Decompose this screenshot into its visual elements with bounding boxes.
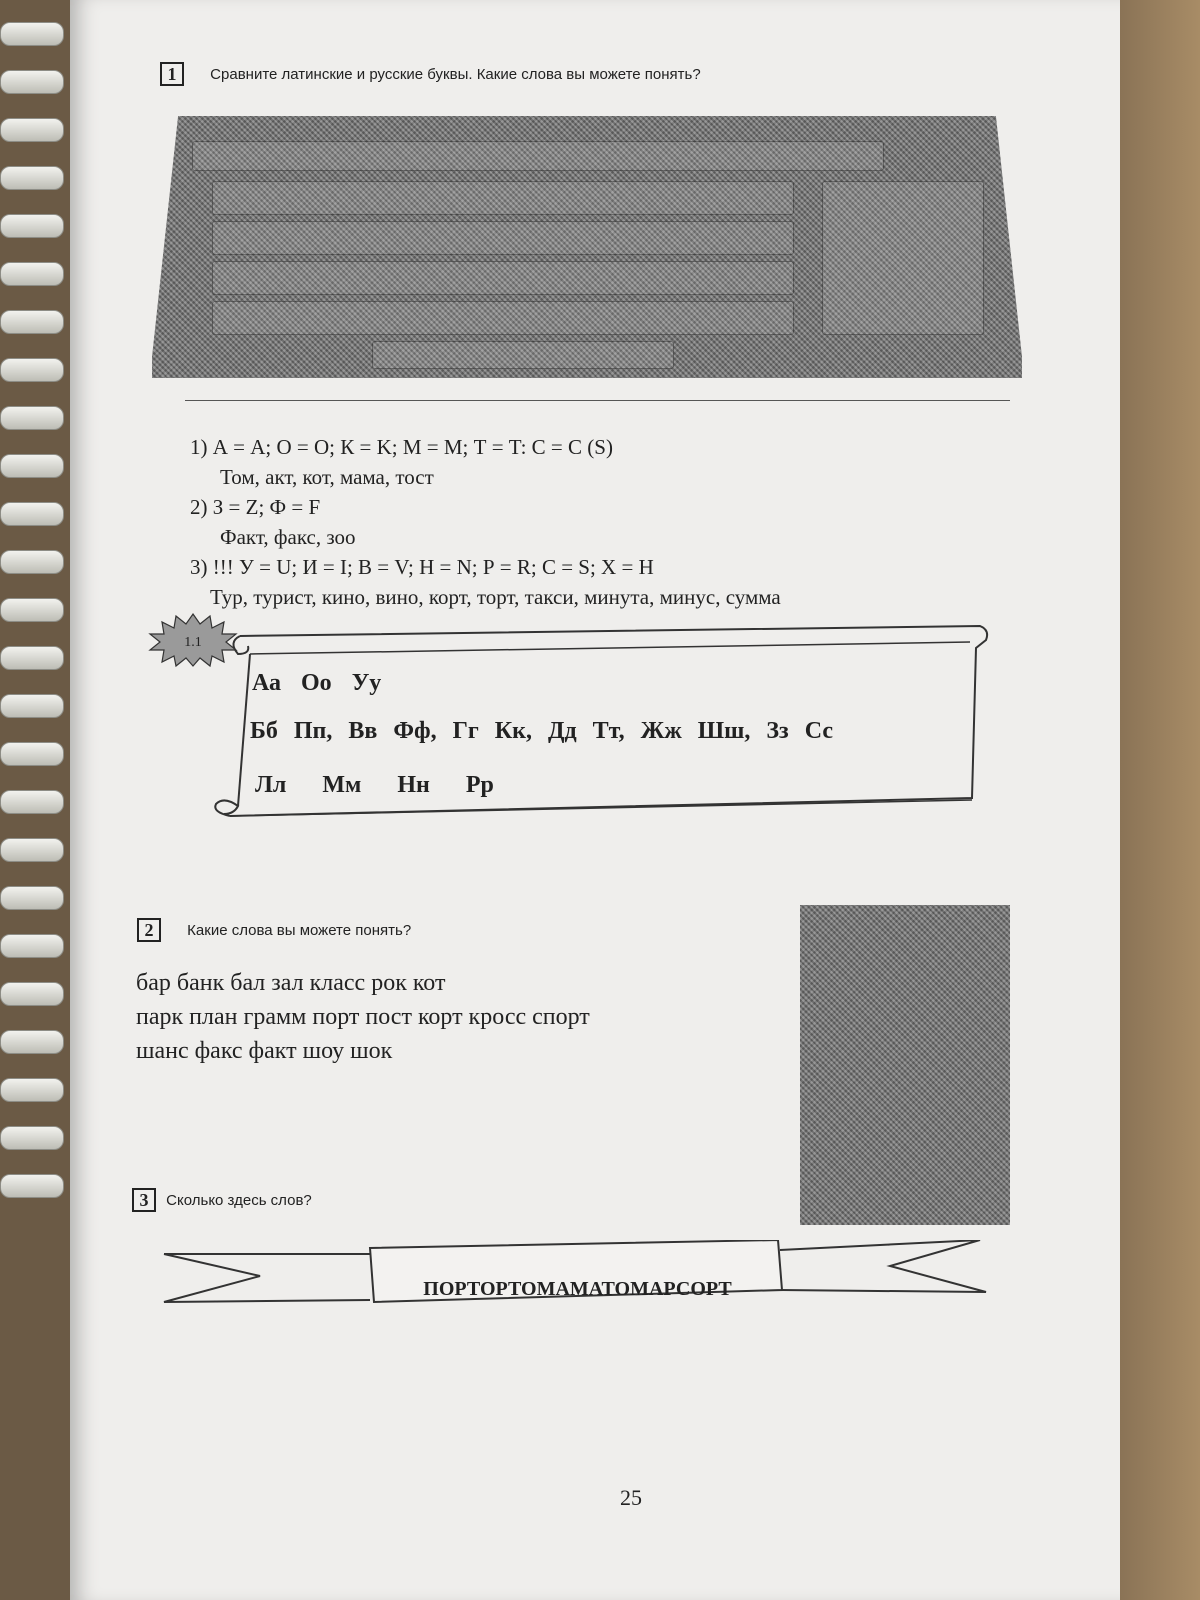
binding-ring [0,790,64,814]
rule-1-words: Том, акт, кот, мама, тост [220,465,434,489]
binding-ring [0,1030,64,1054]
task3-header [132,1188,312,1212]
task2-line: парк план грамм порт пост корт кросс спорт [136,1004,590,1030]
binding-ring [0,406,64,430]
keyboard-function-row [192,141,884,171]
binding-ring [0,502,64,526]
rule-2-pairs: 2) З = Z; Ф = F [190,495,321,519]
binding-ring [0,454,64,478]
binding-ring [0,70,64,94]
alphabet-row-3: Лл Мм Нн Рр [255,772,494,798]
rule-3-words: Тур, турист, кино, вино, корт, торт, такси, минута, минус, сумма [210,585,781,609]
keyboard-letter-row [212,301,794,335]
binding-ring [0,118,64,142]
binding-ring [0,934,64,958]
binding-ring [0,214,64,238]
keyboard-photo [152,116,1022,378]
letter-rules-list [190,432,781,612]
binding-ring [0,646,64,670]
binding-ring [0,1126,64,1150]
binding-ring [0,262,64,286]
task2-line: шанс факс факт шоу шок [136,1038,393,1064]
binding-ring [0,550,64,574]
task2-line: бар банк бал зал класс рок кот [136,970,446,996]
binding-ring [0,310,64,334]
divider-line [185,400,1010,401]
binding-ring [0,358,64,382]
task2-header [137,918,411,942]
keyboard-letter-row [212,221,794,255]
alphabet-row-2: Бб Пп, Вв Фф, Гг Кк, Дд Тт, Жж Шш, Зз Сс [250,718,833,744]
task1-question: Сравните латинские и русские буквы. Какие слова вы можете понять? [210,65,701,83]
rule-1-pairs: 1) А = A; О = O; К = K; М = M; Т = T: С = C (S) [190,435,613,459]
task3-question: Сколько здесь слов? [166,1191,312,1209]
binding-ring [0,1078,64,1102]
binding-ring [0,166,64,190]
binding-ring [0,598,64,622]
binding-ring [0,1174,64,1198]
task3-number: 3 [132,1188,156,1212]
binding-ring [0,838,64,862]
alphabet-row-1: Аа Оо Уу [252,670,382,696]
spiral-binding [0,0,80,1600]
rule-3-pairs: 3) !!! У = U; И = I; В = V; Н = N; Р = R; С = S; Х = H [190,555,654,579]
binding-ring [0,22,64,46]
rule-2-words: Факт, факс, зоо [220,525,356,549]
task1-number: 1 [160,62,184,86]
binding-ring [0,694,64,718]
task2-question: Какие слова вы можете понять? [187,921,412,939]
keyboard-letter-row [212,261,794,295]
keyboard-numpad [822,181,984,335]
task1-header [160,62,701,86]
sport-photo [800,905,1010,1225]
page-number: 25 [620,1485,642,1510]
binding-ring [0,886,64,910]
star-label: 1.1 [184,635,202,650]
binding-ring [0,742,64,766]
task2-number: 2 [137,918,161,942]
banner-word-chain: ПОРТОРТОМАМАТОМАРСОРТ [423,1278,732,1300]
keyboard-number-row [212,181,794,215]
keyboard-spacebar [372,341,674,369]
binding-ring [0,982,64,1006]
desk-background [1120,0,1200,1600]
task2-word-list [136,966,590,1068]
